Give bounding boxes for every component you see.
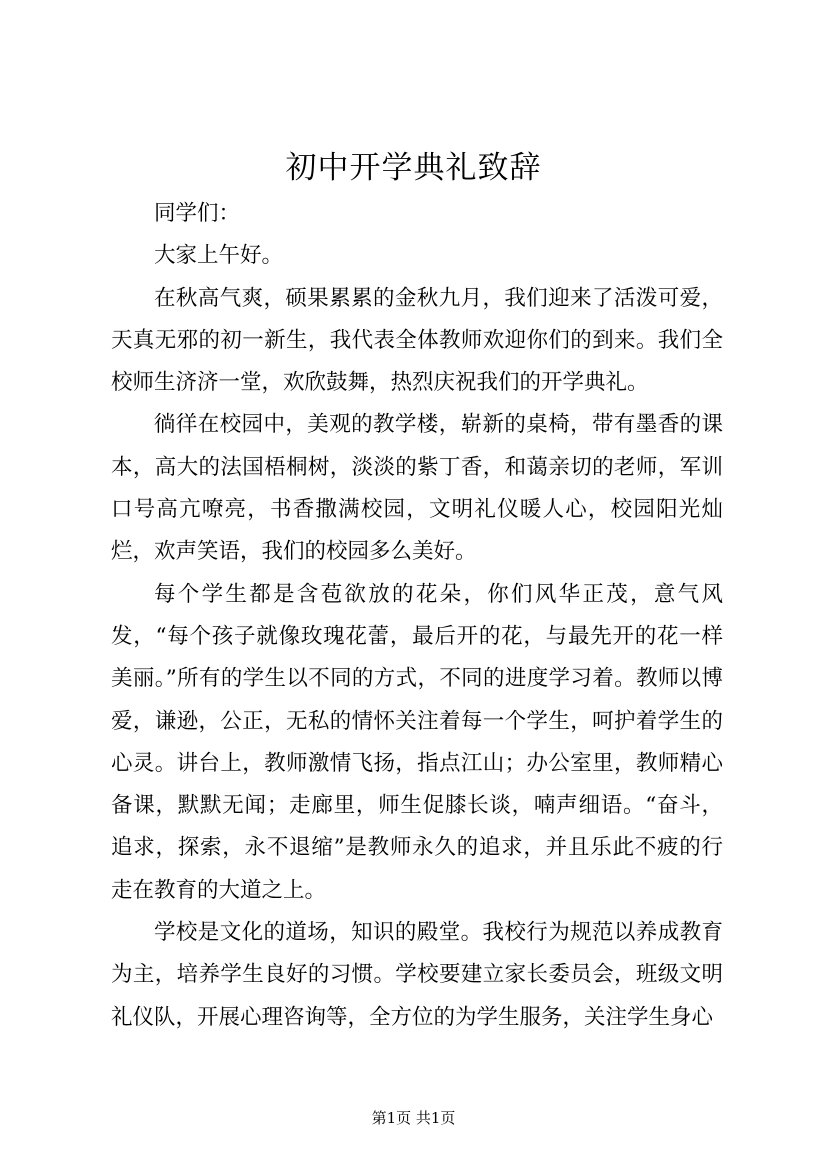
paragraph-school: 学校是文化的道场，知识的殿堂。我校行为规范以养成教育为主，培养学生良好的习惯。学校要建立家长委员会，班级文明礼仪队，开展心理咨询等，全方位的为学生服务，关注学生身心 bbox=[111, 920, 723, 1030]
page-footer bbox=[0, 1106, 827, 1130]
document-body bbox=[111, 193, 723, 1039]
page-number-label: 第1页 共1页 bbox=[371, 1109, 456, 1127]
paragraph-welcome: 在秋高气爽，硕果累累的金秋九月，我们迎来了活泼可爱，天真无邪的初一新生，我代表全体教师欢迎你们的到来。我们全校师生济济一堂，欢欣鼓舞，热烈庆祝我们的开学典礼。 bbox=[111, 285, 723, 396]
paragraph-students: 每个学生都是含苞欲放的花朵，你们风华正茂，意气风发，“每个孩子就像玫瑰花蕾，最后开的花，与最先开的花一样美丽。”所有的学生以不同的方式，不同的进度学习着。教师以博爱，谦逊，公正，无私的情怀关注着每一个学生，呵护着学生的心灵。讲台上，教师激情飞扬，指点江山；办公室里，教师精心备课，默默无闻；走廊里，师生促膝长谈，喃声细语。“奋斗，追求，探索，永不退缩”是教师永久的追求，并且乐此不疲的行走在教育的大道之上。 bbox=[111, 581, 723, 903]
document-title: 初中开学典礼致辞 bbox=[285, 150, 542, 186]
paragraph-salutation: 大家上午好。 bbox=[154, 243, 284, 269]
paragraph-campus: 徜徉在校园中，美观的教学楼，崭新的桌椅，带有墨香的课本，高大的法国梧桐树，淡淡的紫丁香，和蔼亲切的老师，军训口号高亢嘹亮，书香撒满校园，文明礼仪暖人心，校园阳光灿烂，欢声笑语，我们的校园多么美好。 bbox=[111, 412, 723, 565]
paragraph-greeting: 同学们： bbox=[154, 201, 241, 226]
